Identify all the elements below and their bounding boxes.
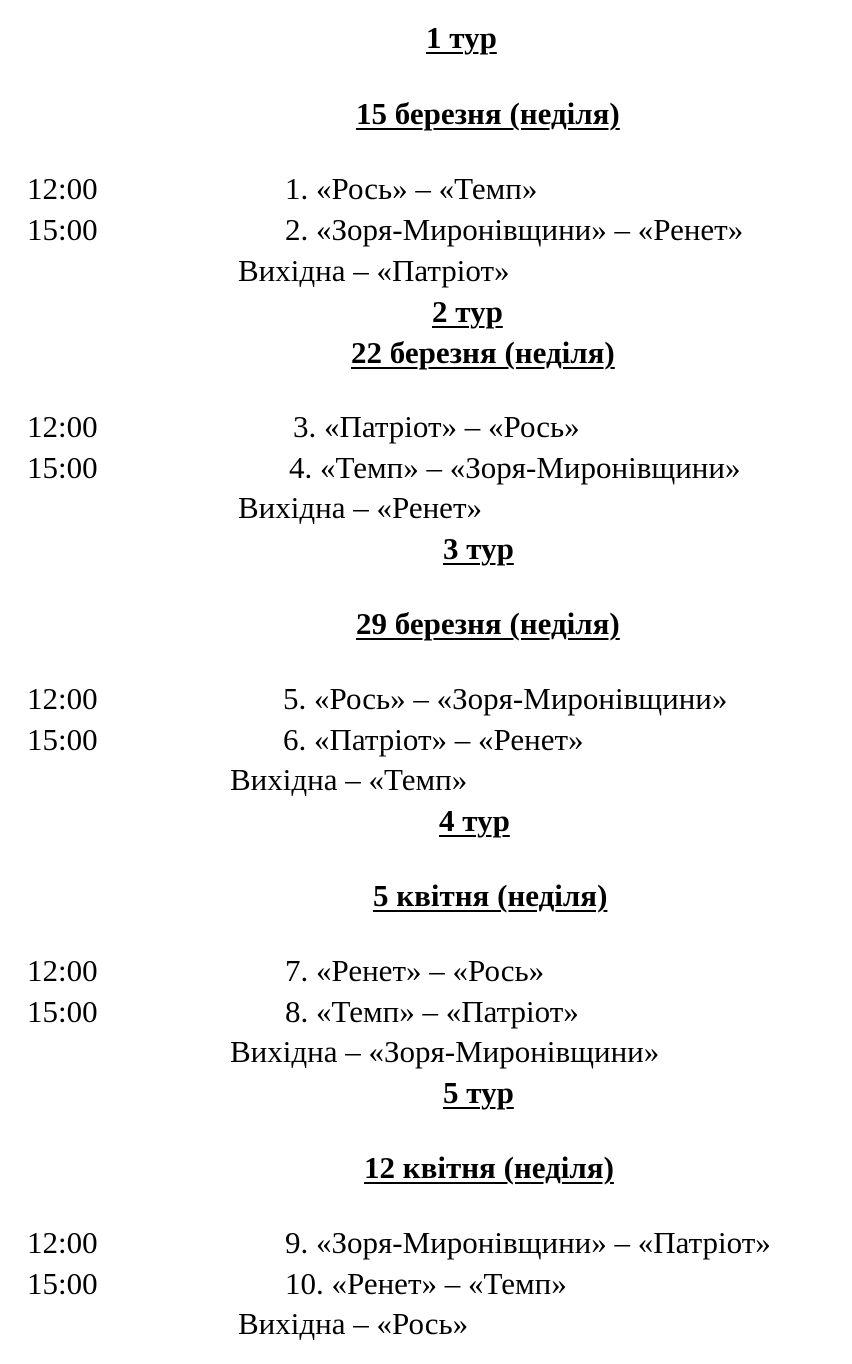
round-date: 22 березня (неділя) xyxy=(351,335,615,370)
match-time: 15:00 xyxy=(27,1266,98,1301)
match-time: 12:00 xyxy=(27,1225,98,1260)
match-label: 7. «Ренет» – «Рось» xyxy=(285,953,545,988)
round-title: 1 тур xyxy=(426,20,497,55)
match-label: 8. «Темп» – «Патріот» xyxy=(285,994,579,1029)
round-date: 5 квітня (неділя) xyxy=(373,878,608,913)
round-title: 2 тур xyxy=(432,294,503,329)
match-label: 9. «Зоря-Миронівщини» – «Патріот» xyxy=(285,1225,771,1260)
match-label: 2. «Зоря-Миронівщини» – «Ренет» xyxy=(285,212,744,247)
match-time: 15:00 xyxy=(27,212,98,247)
match-label: 4. «Темп» – «Зоря-Миронівщини» xyxy=(289,450,741,485)
match-label: 3. «Патріот» – «Рось» xyxy=(293,409,580,444)
match-time: 15:00 xyxy=(27,994,98,1029)
round-date: 15 березня (неділя) xyxy=(356,96,620,131)
bye-team: Вихідна – «Темп» xyxy=(230,762,468,797)
match-time: 12:00 xyxy=(27,171,98,206)
round-title: 5 тур xyxy=(443,1075,514,1110)
bye-team: Вихідна – «Рось» xyxy=(238,1306,469,1341)
match-label: 5. «Рось» – «Зоря-Миронівщини» xyxy=(283,681,728,716)
round-date: 12 квітня (неділя) xyxy=(364,1150,614,1185)
bye-team: Вихідна – «Патріот» xyxy=(238,253,510,288)
bye-team: Вихідна – «Ренет» xyxy=(238,490,482,525)
match-time: 12:00 xyxy=(27,409,98,444)
round-title: 4 тур xyxy=(439,803,510,838)
bye-team: Вихідна – «Зоря-Миронівщини» xyxy=(230,1034,660,1069)
match-label: 1. «Рось» – «Темп» xyxy=(285,171,538,206)
match-time: 15:00 xyxy=(27,722,98,757)
match-time: 12:00 xyxy=(27,953,98,988)
match-label: 6. «Патріот» – «Ренет» xyxy=(283,722,584,757)
round-date: 29 березня (неділя) xyxy=(356,606,620,641)
match-label: 10. «Ренет» – «Темп» xyxy=(285,1266,567,1301)
round-title: 3 тур xyxy=(443,531,514,566)
match-time: 15:00 xyxy=(27,450,98,485)
match-time: 12:00 xyxy=(27,681,98,716)
